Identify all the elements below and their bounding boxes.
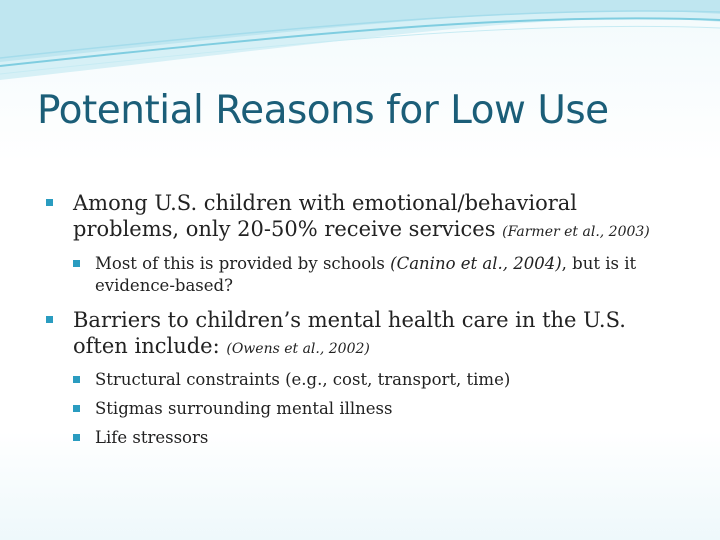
bullet-1-text: Among U.S. children with emotional/behavioral problems, only 20-50% receive services xyxy=(73,191,577,241)
bullet-item-1 xyxy=(73,190,673,245)
subbullet-2-2-text: Stigmas surrounding mental illness xyxy=(95,399,393,418)
subbullet-item-2-2 xyxy=(95,398,675,420)
subbullet-1-1-citation: (Canino et al., 2004) xyxy=(390,254,562,273)
square-bullet-icon xyxy=(73,434,80,441)
bullet-1-citation: (Farmer et al., 2003) xyxy=(502,224,650,240)
square-bullet-icon xyxy=(73,260,80,267)
subbullet-item-2-3 xyxy=(95,427,675,449)
subbullet-2-1-text: Structural constraints (e.g., cost, transport, time) xyxy=(95,370,511,389)
slide-title: Potential Reasons for Low Use xyxy=(37,88,609,133)
subbullet-item-1-1 xyxy=(95,253,675,297)
square-bullet-icon xyxy=(46,199,53,206)
subbullet-item-2-1 xyxy=(95,369,675,391)
bullet-2-citation: (Owens et al., 2002) xyxy=(226,341,370,357)
subbullet-1-1-text-after: , but is it evidence-based? xyxy=(95,254,637,295)
bullet-2-text: Barriers to children’s mental health care in the U.S. often include: xyxy=(73,308,626,358)
subbullet-1-1-text: Most of this is provided by schools xyxy=(95,254,385,273)
subbullet-2-3-text: Life stressors xyxy=(95,428,209,447)
square-bullet-icon xyxy=(73,376,80,383)
bullet-item-2 xyxy=(73,307,683,362)
square-bullet-icon xyxy=(73,405,80,412)
square-bullet-icon xyxy=(46,316,53,323)
